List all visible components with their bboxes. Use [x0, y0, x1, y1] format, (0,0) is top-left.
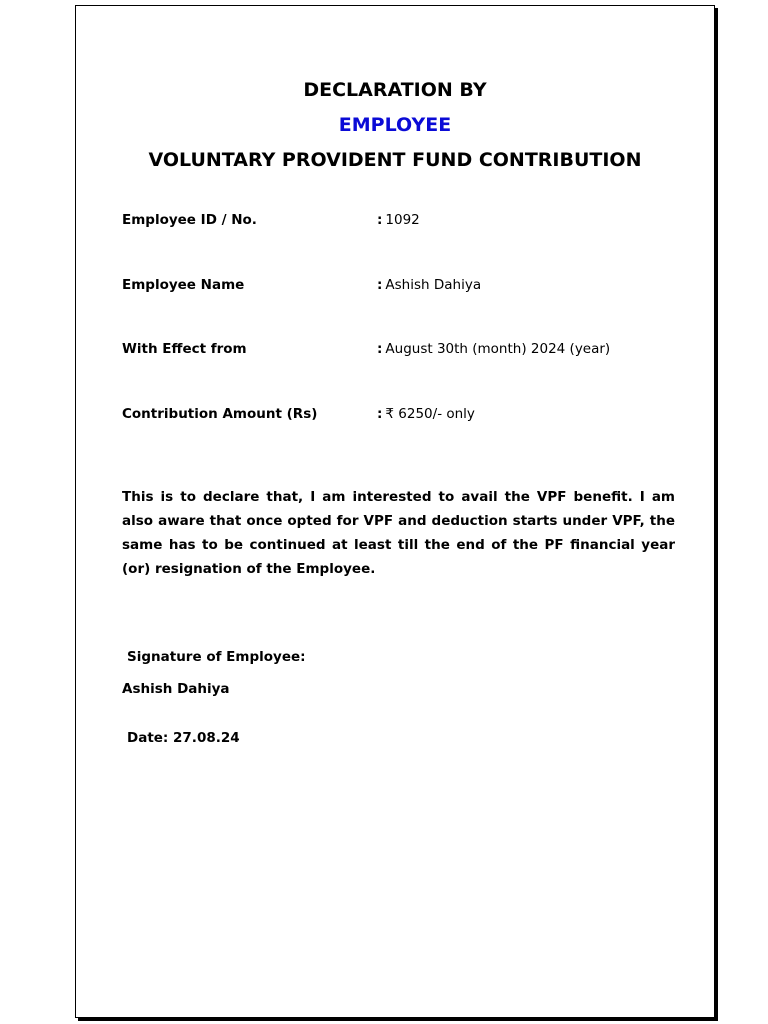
- employee-id-value: 1092: [385, 212, 420, 228]
- employee-id-value-row: [377, 211, 420, 229]
- title-employee: EMPLOYEE: [338, 114, 452, 136]
- contribution-amount-value-row: [377, 405, 475, 423]
- title-vpf-contribution: VOLUNTARY PROVIDENT FUND CONTRIBUTION: [148, 149, 642, 171]
- effective-date-label: With Effect from: [122, 341, 247, 357]
- document-page: [75, 5, 715, 1018]
- signature-label: Signature of Employee:: [127, 649, 306, 665]
- effective-date-value: August 30th (month) 2024 (year): [385, 341, 611, 357]
- effective-date-value-row: [377, 340, 610, 358]
- contribution-amount-value: ₹ 6250/- only: [385, 406, 475, 422]
- declaration-date: Date: 27.08.24: [127, 730, 240, 746]
- colon: :: [377, 212, 383, 228]
- colon: :: [377, 341, 383, 357]
- title-declaration: DECLARATION BY: [303, 79, 487, 101]
- employee-name-label: Employee Name: [122, 277, 245, 293]
- employee-name-value-row: [377, 276, 481, 294]
- colon: :: [377, 277, 383, 293]
- employee-name-value: Ashish Dahiya: [385, 277, 482, 293]
- employee-id-label: Employee ID / No.: [122, 212, 257, 228]
- signature-name: Ashish Dahiya: [122, 681, 230, 697]
- colon: :: [377, 406, 383, 422]
- contribution-amount-label: Contribution Amount (Rs): [122, 406, 318, 422]
- declaration-text: This is to declare that, I am interested to avail the VPF benefit. I am also aware that once opted for VPF and deduction starts under VPF, the same has to be continued at least till the end of the PF financial year (or) resignation of the Employee.: [122, 489, 675, 577]
